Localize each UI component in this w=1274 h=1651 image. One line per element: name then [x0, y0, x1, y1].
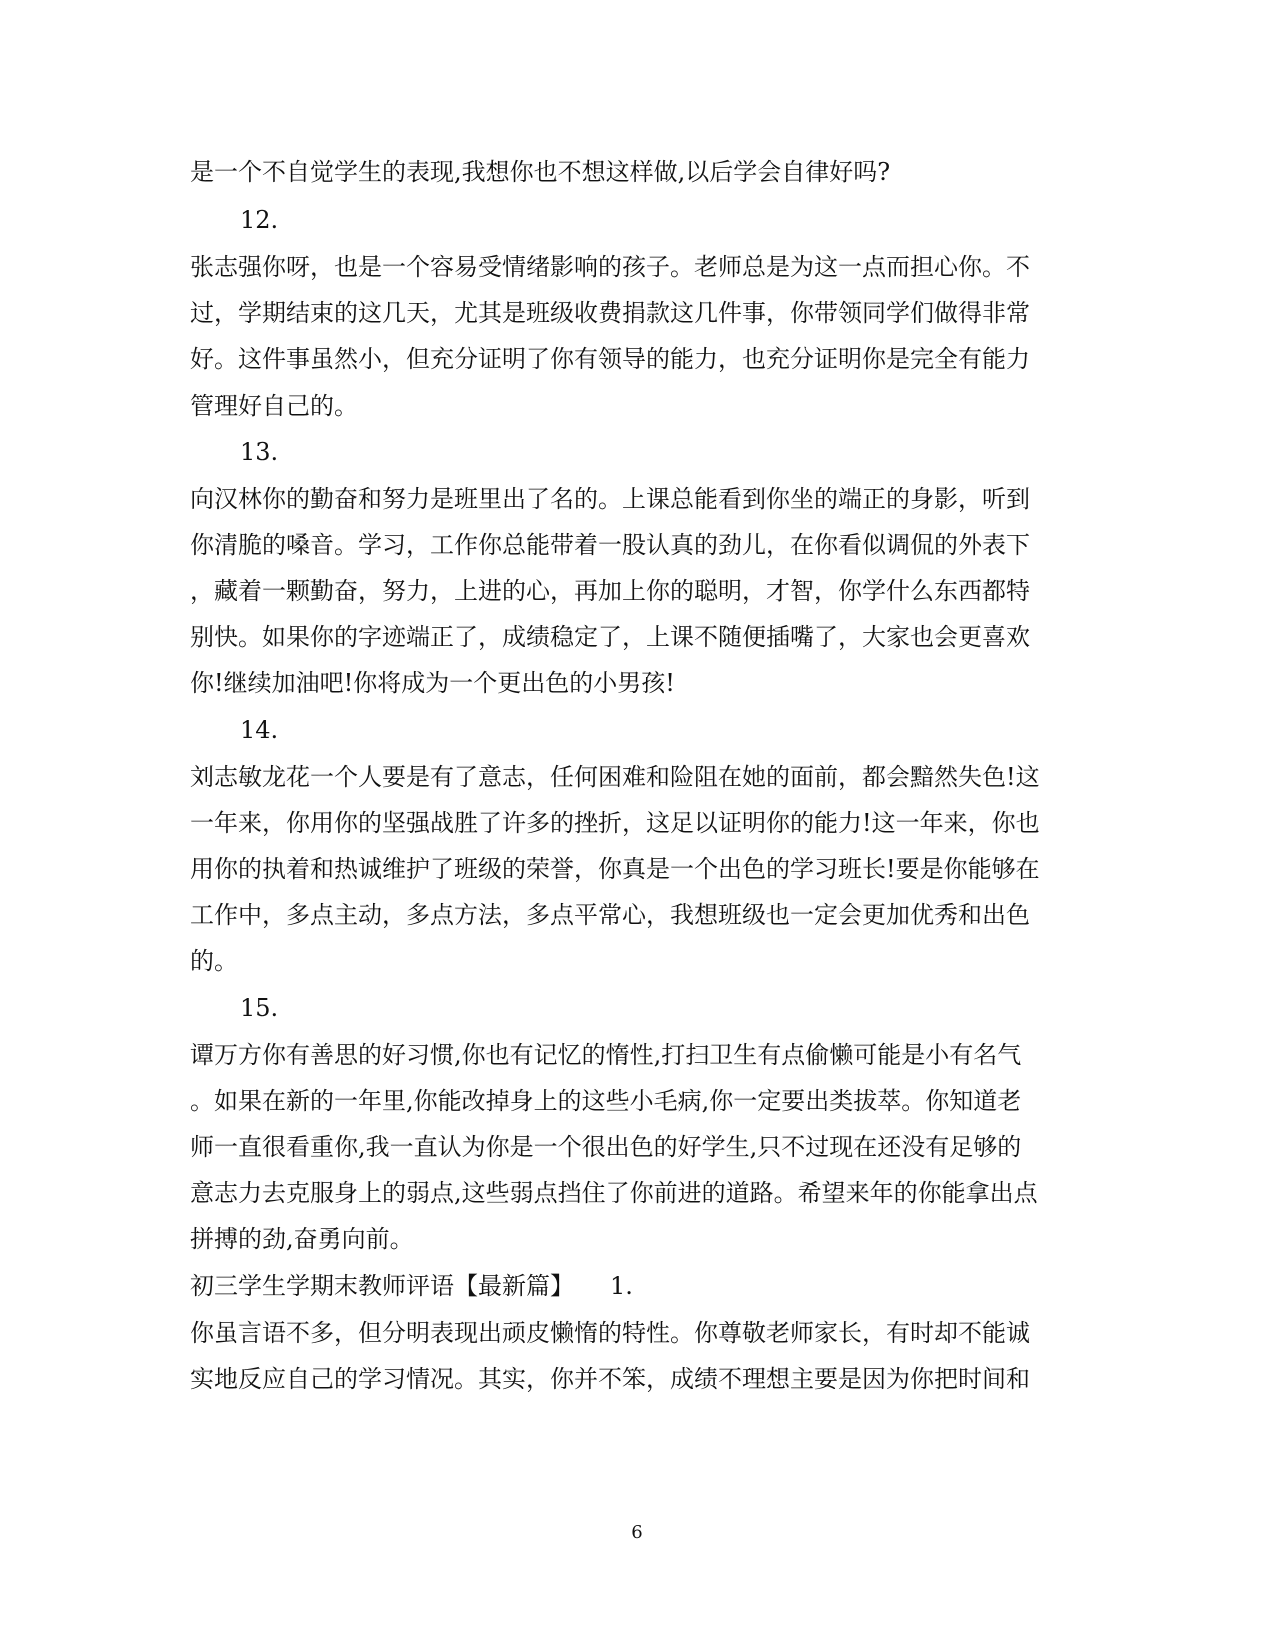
text-line: 你!继续加油吧!你将成为一个更出色的小男孩! — [190, 669, 675, 697]
text-line: 向汉林你的勤奋和努力是班里出了名的。上课总能看到你坐的端正的身影，听到 — [190, 485, 1030, 513]
text-line: 别快。如果你的字迹端正了，成绩稳定了，上课不随便插嘴了，大家也会更喜欢 — [190, 623, 1030, 651]
text-line: 是一个不自觉学生的表现,我想你也不想这样做,以后学会自律好吗? — [190, 158, 891, 186]
item-number-14: 14. — [240, 716, 279, 744]
text-line: 的。 — [190, 947, 238, 975]
text-line: 你虽言语不多，但分明表现出顽皮懒惰的特性。你尊敬老师家长，有时却不能诚 — [190, 1319, 1030, 1347]
text-line: 管理好自己的。 — [190, 392, 358, 420]
text-line: 工作中，多点主动，多点方法，多点平常心，我想班级也一定会更加优秀和出色 — [190, 901, 1030, 929]
text-line: 谭万方你有善思的好习惯,你也有记忆的惰性,打扫卫生有点偷懒可能是小有名气 — [190, 1041, 1022, 1069]
item-number-15: 15. — [240, 994, 279, 1022]
item-number-13: 13. — [240, 438, 279, 466]
item-number-12: 12. — [240, 206, 279, 234]
text-line: 实地反应自己的学习情况。其实，你并不笨，成绩不理想主要是因为你把时间和 — [190, 1365, 1030, 1393]
text-line: 意志力去克服身上的弱点,这些弱点挡住了你前进的道路。希望来年的你能拿出点 — [190, 1179, 1038, 1207]
text-line: 刘志敏龙花一个人要是有了意志，任何困难和险阻在她的面前，都会黯然失色!这 — [190, 763, 1040, 791]
text-line: 用你的执着和热诚维护了班级的荣誉，你真是一个出色的学习班长!要是你能够在 — [190, 855, 1040, 883]
text-line: 好。这件事虽然小，但充分证明了你有领导的能力，也充分证明你是完全有能力 — [190, 345, 1030, 373]
text-line: 你清脆的嗓音。学习，工作你总能带着一股认真的劲儿，在你看似调侃的外表下 — [190, 531, 1030, 559]
section-heading: 初三学生学期末教师评语【最新篇】 1. — [190, 1272, 633, 1300]
text-line: 拼搏的劲,奋勇向前。 — [190, 1225, 414, 1253]
text-line: ，藏着一颗勤奋，努力，上进的心，再加上你的聪明，才智，你学什么东西都特 — [190, 577, 1030, 605]
text-line: 过，学期结束的这几天，尤其是班级收费捐款这几件事，你带领同学们做得非常 — [190, 299, 1030, 327]
text-line: 。如果在新的一年里,你能改掉身上的这些小毛病,你一定要出类拔萃。你知道老 — [190, 1087, 1022, 1115]
text-line: 张志强你呀，也是一个容易受情绪影响的孩子。老师总是为这一点而担心你。不 — [190, 253, 1030, 281]
page-number: 6 — [631, 1522, 643, 1543]
text-line: 师一直很看重你,我一直认为你是一个很出色的好学生,只不过现在还没有足够的 — [190, 1133, 1022, 1161]
text-line: 一年来，你用你的坚强战胜了许多的挫折，这足以证明你的能力!这一年来，你也 — [190, 809, 1040, 837]
